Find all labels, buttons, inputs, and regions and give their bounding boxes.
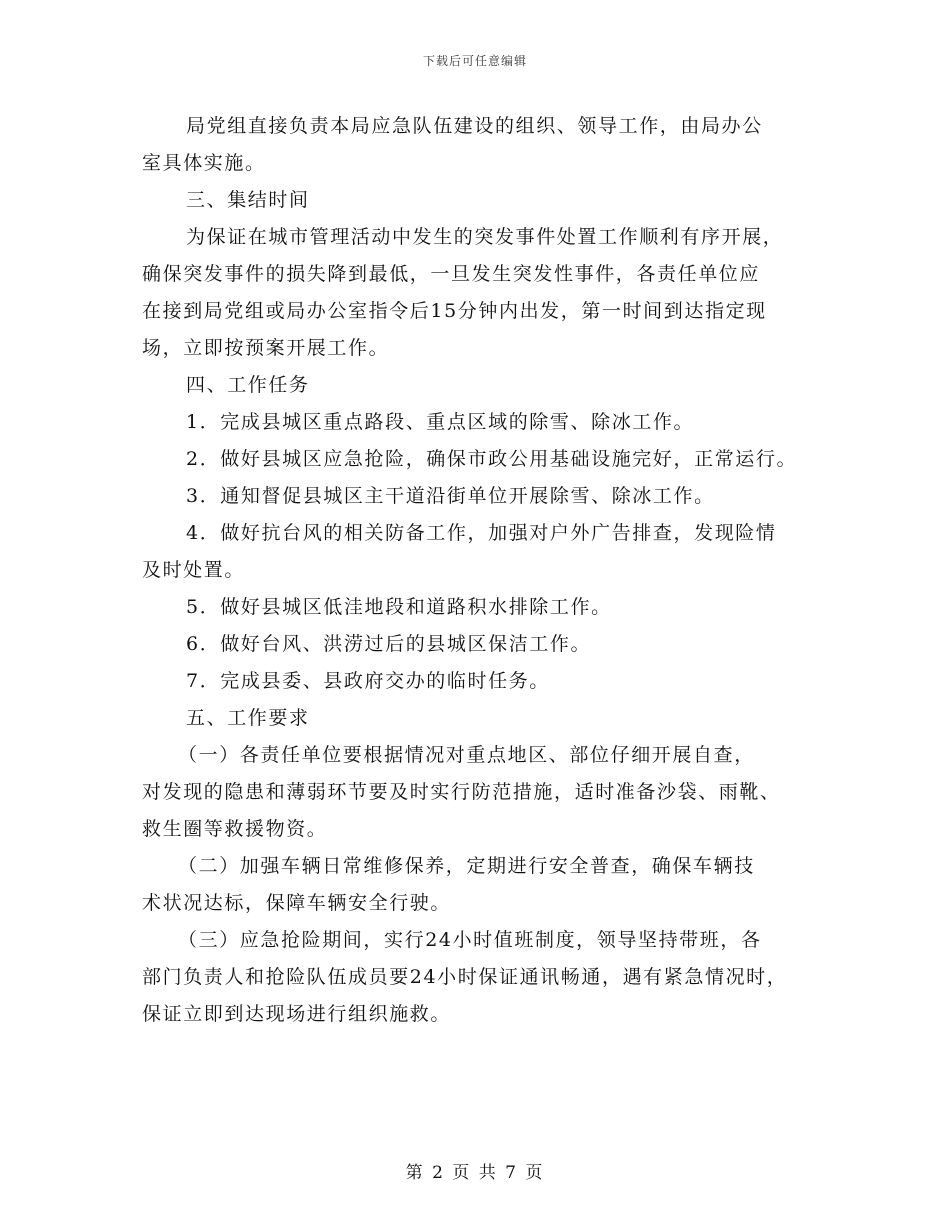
list-item: 5．做好县城区低洼地段和道路积水排除工作。 xyxy=(186,596,612,618)
section-heading: 三、集结时间 xyxy=(186,189,310,211)
paragraph-line: 室具体实施。 xyxy=(142,152,266,174)
paragraph-line: 救生圈等救援物资。 xyxy=(142,818,328,840)
list-item-continuation: 及时处置。 xyxy=(142,559,246,581)
paragraph-line: 确保突发事件的损失降到最低，一旦发生突发性事件，各责任单位应 xyxy=(142,263,761,285)
list-item: 2．做好县城区应急抢险，确保市政公用基础设施完好，正常运行。 xyxy=(186,448,798,470)
paragraph-line: 对发现的隐患和薄弱环节要及时实行防范措施，适时准备沙袋、雨靴、 xyxy=(142,781,781,803)
section-heading: 五、工作要求 xyxy=(186,707,310,729)
list-item: 1．完成县城区重点路段、重点区域的除雪、除冰工作。 xyxy=(186,411,695,433)
paragraph-line: 部门负责人和抢险队伍成员要24小时保证通讯畅通，遇有紧急情况时， xyxy=(142,966,788,988)
paragraph-line: 保证立即到达现场进行组织施救。 xyxy=(142,1003,452,1025)
paragraph-line: （一）各责任单位要根据情况对重点地区、部位仔细开展自查， xyxy=(178,744,755,766)
list-item: 7．完成县委、县政府交办的临时任务。 xyxy=(186,670,550,692)
list-item: 6．做好台风、洪涝过后的县城区保洁工作。 xyxy=(186,633,592,655)
list-item: 4．做好抗台风的相关防备工作，加强对户外广告排查，发现险情 xyxy=(186,522,777,544)
paragraph-line: 场，立即按预案开展工作。 xyxy=(142,337,390,359)
paragraph-line: （二）加强车辆日常维修保养，定期进行安全普查，确保车辆技 xyxy=(178,855,755,877)
page-number-footer: 第 2 页 共 7 页 xyxy=(405,1163,545,1183)
page-header: 下载后可任意编辑 xyxy=(422,54,527,68)
paragraph-line: 为保证在城市管理活动中发生的突发事件处置工作顺利有序开展， xyxy=(186,226,784,248)
paragraph-line: 术状况达标，保障车辆安全行驶。 xyxy=(142,892,452,914)
paragraph-line: （三）应急抢险期间，实行24小时值班制度，领导坚持带班，各 xyxy=(178,929,762,951)
list-item: 3．通知督促县城区主干道沿街单位开展除雪、除冰工作。 xyxy=(186,485,715,507)
paragraph-line: 在接到局党组或局办公室指令后15分钟内出发，第一时间到达指定现 xyxy=(142,300,767,322)
paragraph-line: 局党组直接负责本局应急队伍建设的组织、领导工作，由局办公 xyxy=(186,115,763,137)
document-body xyxy=(142,108,817,1033)
section-heading: 四、工作任务 xyxy=(186,374,310,396)
